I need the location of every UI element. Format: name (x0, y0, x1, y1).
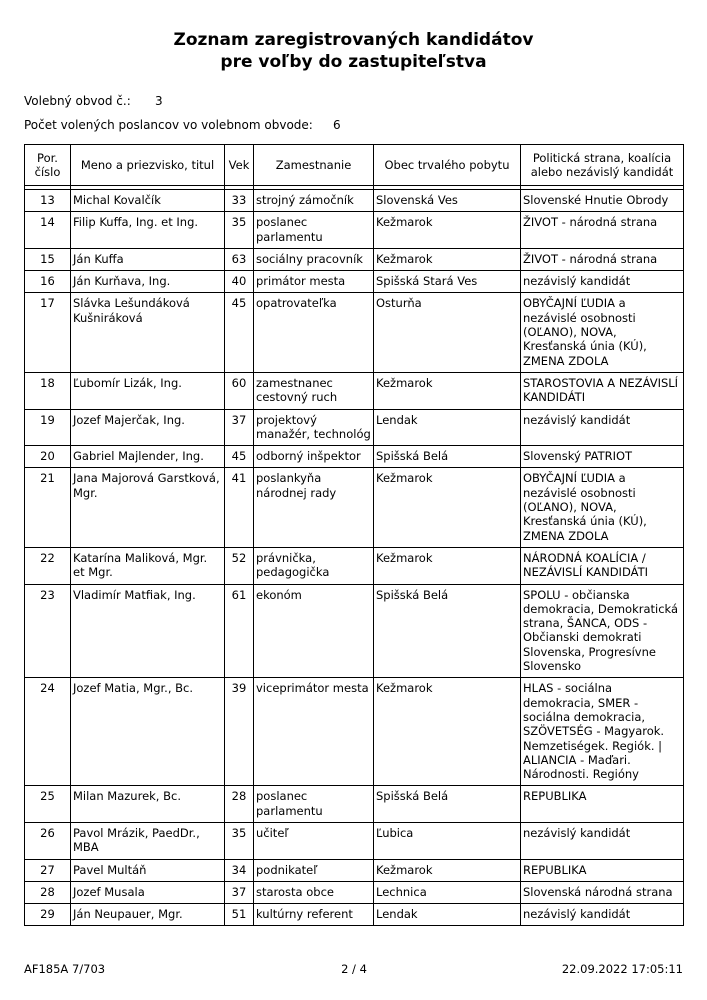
cell-age: 39 (225, 678, 254, 786)
cell-number: 29 (25, 904, 71, 926)
table-row (25, 446, 684, 468)
header-town: Obec trvalého pobytu (374, 145, 521, 186)
cell-name: Milan Mazurek, Bc. (71, 786, 225, 823)
cell-number: 14 (25, 212, 71, 249)
cell-age: 51 (225, 904, 254, 926)
cell-occupation: odborný inšpektor (254, 446, 374, 468)
cell-town: Lechnica (374, 881, 521, 903)
cell-name: Pavel Multáň (71, 859, 225, 881)
cell-party: REPUBLIKA (521, 786, 684, 823)
cell-age: 40 (225, 271, 254, 293)
cell-name: Jozef Matia, Mgr., Bc. (71, 678, 225, 786)
cell-age: 41 (225, 468, 254, 547)
cell-town: Spišská Belá (374, 786, 521, 823)
cell-number: 17 (25, 293, 71, 372)
cell-age: 60 (225, 372, 254, 409)
cell-party: ŽIVOT - národná strana (521, 212, 684, 249)
cell-name: Ján Neupauer, Mgr. (71, 904, 225, 926)
cell-occupation: primátor mesta (254, 271, 374, 293)
cell-occupation: ekonóm (254, 584, 374, 678)
cell-town: Spišská Belá (374, 584, 521, 678)
table-row (25, 904, 684, 926)
footer-page: 2 / 4 (341, 962, 367, 976)
table-row (25, 584, 684, 678)
cell-town: Spišská Belá (374, 446, 521, 468)
cell-age: 63 (225, 248, 254, 270)
cell-occupation: sociálny pracovník (254, 248, 374, 270)
table-row (25, 271, 684, 293)
cell-occupation: poslanec parlamentu (254, 212, 374, 249)
cell-party: Slovenská národná strana (521, 881, 684, 903)
cell-occupation: poslankyňa národnej rady (254, 468, 374, 547)
cell-party: NÁRODNÁ KOALÍCIA / NEZÁVISLÍ KANDIDÁTI (521, 547, 684, 584)
cell-occupation: opatrovateľka (254, 293, 374, 372)
cell-party: SPOLU - občianska demokracia, Demokratická strana, ŠANCA, ODS - Občianski demokrati Slovenska, Progresívne Slovensko (521, 584, 684, 678)
cell-party: Slovenský PATRIOT (521, 446, 684, 468)
cell-number: 24 (25, 678, 71, 786)
header-number: Por. číslo (25, 145, 71, 186)
footer-code: AF185A 7/703 (24, 962, 106, 976)
cell-name: Michal Kovalčík (71, 190, 225, 212)
cell-party: nezávislý kandidát (521, 822, 684, 859)
seats-value: 6 (333, 118, 341, 132)
table-row (25, 248, 684, 270)
cell-occupation: poslanec parlamentu (254, 786, 374, 823)
header-occupation: Zamestnanie (254, 145, 374, 186)
cell-name: Pavol Mrázik, PaedDr., MBA (71, 822, 225, 859)
cell-occupation: právnička, pedagogička (254, 547, 374, 584)
cell-party: HLAS - sociálna demokracia, SMER - sociálna demokracia, SZÖVETSÉG - Magyarok. Nemzetiségek. Regiók. | ALIANCIA - Maďari. Národnosti. Regióny (521, 678, 684, 786)
cell-town: Lendak (374, 904, 521, 926)
cell-number: 25 (25, 786, 71, 823)
cell-occupation: projektový manažér, technológ (254, 409, 374, 446)
table-row (25, 212, 684, 249)
cell-age: 35 (225, 212, 254, 249)
table-row (25, 859, 684, 881)
cell-party: nezávislý kandidát (521, 271, 684, 293)
footer-timestamp: 22.09.2022 17:05:11 (561, 962, 683, 976)
cell-number: 26 (25, 822, 71, 859)
cell-name: Filip Kuffa, Ing. et Ing. (71, 212, 225, 249)
cell-name: Katarína Maliková, Mgr. et Mgr. (71, 547, 225, 584)
cell-name: Ján Kuffa (71, 248, 225, 270)
cell-number: 13 (25, 190, 71, 212)
table-row (25, 372, 684, 409)
cell-name: Jozef Majerčak, Ing. (71, 409, 225, 446)
cell-occupation: strojný zámočník (254, 190, 374, 212)
cell-town: Ľubica (374, 822, 521, 859)
cell-town: Kežmarok (374, 212, 521, 249)
cell-number: 15 (25, 248, 71, 270)
cell-age: 45 (225, 293, 254, 372)
cell-party: REPUBLIKA (521, 859, 684, 881)
cell-number: 23 (25, 584, 71, 678)
cell-party: ŽIVOT - národná strana (521, 248, 684, 270)
cell-occupation: podnikateľ (254, 859, 374, 881)
header-name: Meno a priezvisko, titul (71, 145, 225, 186)
table-row (25, 786, 684, 823)
cell-number: 16 (25, 271, 71, 293)
cell-town: Kežmarok (374, 372, 521, 409)
table-row (25, 678, 684, 786)
cell-town: Kežmarok (374, 547, 521, 584)
cell-number: 22 (25, 547, 71, 584)
cell-number: 28 (25, 881, 71, 903)
cell-age: 52 (225, 547, 254, 584)
cell-age: 35 (225, 822, 254, 859)
table-row (25, 293, 684, 372)
cell-party: Slovenské Hnutie Obrody (521, 190, 684, 212)
cell-occupation: učiteľ (254, 822, 374, 859)
table-row (25, 881, 684, 903)
cell-party: nezávislý kandidát (521, 409, 684, 446)
cell-party: OBYČAJNÍ ĽUDIA a nezávislé osobnosti (OĽANO), NOVA, Kresťanská únia (KÚ), ZMENA ZDOLA (521, 468, 684, 547)
cell-town: Osturňa (374, 293, 521, 372)
cell-party: nezávislý kandidát (521, 904, 684, 926)
header-age: Vek (225, 145, 254, 186)
cell-town: Kežmarok (374, 248, 521, 270)
cell-name: Gabriel Majlender, Ing. (71, 446, 225, 468)
cell-number: 18 (25, 372, 71, 409)
title-line-1: Zoznam zaregistrovaných kandidátov (173, 30, 534, 50)
cell-occupation: viceprimátor mesta (254, 678, 374, 786)
table-row (25, 409, 684, 446)
cell-occupation: kultúrny referent (254, 904, 374, 926)
table-body (25, 186, 684, 926)
table-row (25, 190, 684, 212)
seats-info (24, 118, 424, 132)
cell-age: 34 (225, 859, 254, 881)
cell-party: OBYČAJNÍ ĽUDIA a nezávislé osobnosti (OĽANO), NOVA, Kresťanská únia (KÚ), ZMENA ZDOLA (521, 293, 684, 372)
candidates-table (24, 144, 684, 926)
cell-town: Kežmarok (374, 468, 521, 547)
cell-number: 19 (25, 409, 71, 446)
cell-age: 28 (225, 786, 254, 823)
cell-age: 61 (225, 584, 254, 678)
cell-name: Vladimír Matfiak, Ing. (71, 584, 225, 678)
cell-age: 33 (225, 190, 254, 212)
cell-age: 37 (225, 881, 254, 903)
cell-number: 20 (25, 446, 71, 468)
cell-town: Lendak (374, 409, 521, 446)
cell-name: Jozef Musala (71, 881, 225, 903)
header-party: Politická strana, koalícia alebo nezávislý kandidát (521, 145, 684, 186)
district-value: 3 (155, 94, 163, 108)
cell-name: Jana Majorová Garstková, Mgr. (71, 468, 225, 547)
cell-age: 45 (225, 446, 254, 468)
cell-name: Ľubomír Lizák, Ing. (71, 372, 225, 409)
cell-occupation: starosta obce (254, 881, 374, 903)
district-label: Volebný obvod č.: (24, 94, 131, 108)
cell-town: Spišská Stará Ves (374, 271, 521, 293)
district-info (24, 94, 324, 108)
table-row (25, 547, 684, 584)
cell-town: Kežmarok (374, 678, 521, 786)
table-header-row (25, 145, 684, 186)
cell-party: STAROSTOVIA A NEZÁVISLÍ KANDIDÁTI (521, 372, 684, 409)
cell-number: 27 (25, 859, 71, 881)
cell-age: 37 (225, 409, 254, 446)
document-title (0, 29, 707, 73)
table-row (25, 822, 684, 859)
table-row (25, 468, 684, 547)
cell-number: 21 (25, 468, 71, 547)
cell-name: Slávka Lešundáková Kušniráková (71, 293, 225, 372)
cell-town: Kežmarok (374, 859, 521, 881)
cell-name: Ján Kurňava, Ing. (71, 271, 225, 293)
cell-town: Slovenská Ves (374, 190, 521, 212)
cell-occupation: zamestnanec cestovný ruch (254, 372, 374, 409)
title-line-2: pre voľby do zastupiteľstva (220, 52, 487, 72)
seats-label: Počet volených poslancov vo volebnom obvode: (24, 118, 313, 132)
